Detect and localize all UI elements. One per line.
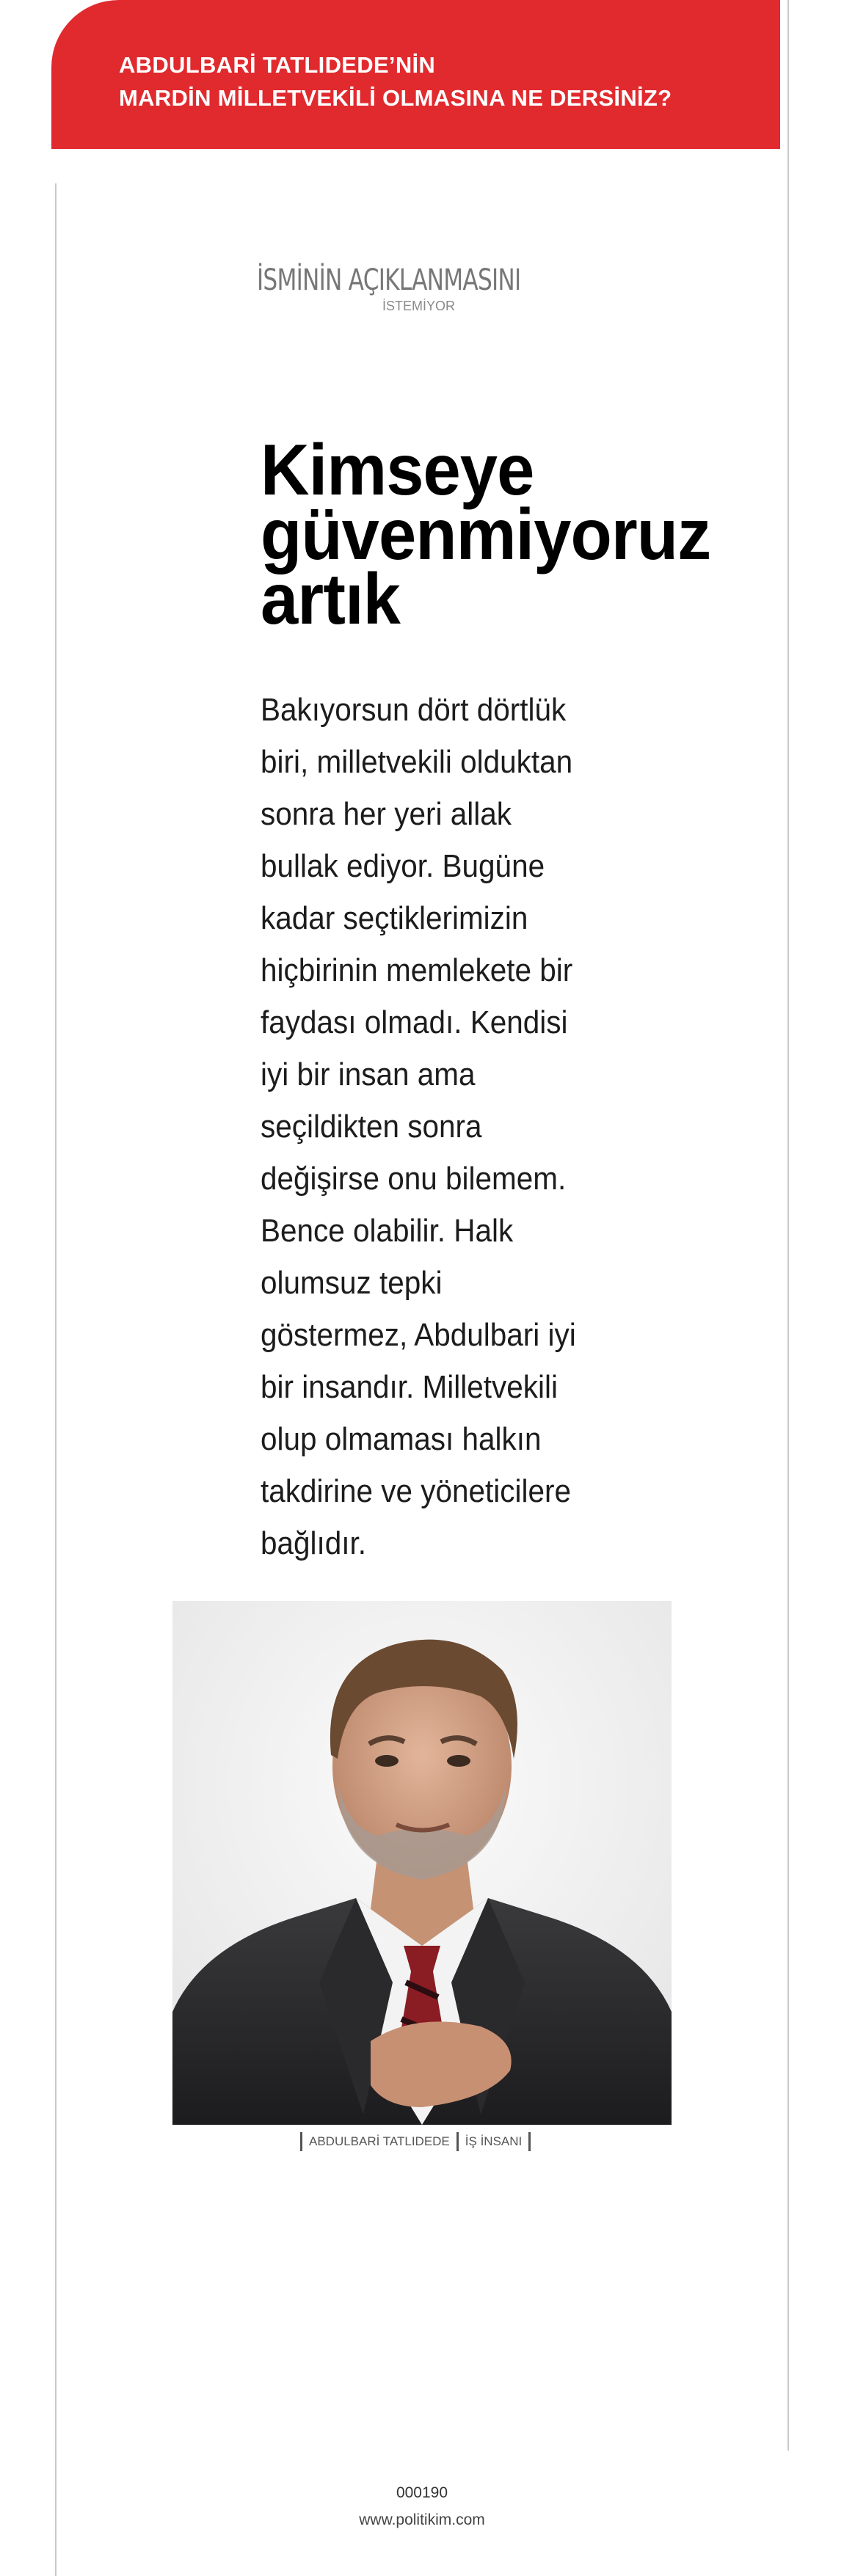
banner-title-line-1: ABDULBARİ TATLIDEDE’NİN xyxy=(119,52,436,78)
headline xyxy=(261,429,774,639)
byline xyxy=(257,263,587,313)
caption-divider xyxy=(300,2132,302,2151)
body-line: bir insandır. Milletvekili xyxy=(261,1369,558,1405)
body-line: sonra her yeri allak xyxy=(261,796,512,832)
body-line: takdirine ve yöneticilere xyxy=(261,1473,572,1509)
right-divider xyxy=(787,0,789,2451)
body-line: olumsuz tepki xyxy=(261,1265,443,1301)
headline-line: güvenmiyoruz xyxy=(261,494,711,574)
body-line: iyi bir insan ama xyxy=(261,1057,476,1092)
body-line: biri, milletvekili olduktan xyxy=(261,744,573,780)
body-line: kadar seçtiklerimizin xyxy=(261,900,528,936)
caption-name: ABDULBARİ TATLIDEDE xyxy=(309,2134,450,2148)
header-banner xyxy=(51,0,780,149)
body-line: hiçbirinin memlekete bir xyxy=(261,952,573,988)
banner-title-line-2: MARDİN MİLLETVEKİLİ OLMASINA NE DERSİNİZ? xyxy=(119,85,672,111)
body-line: bağlıdır. xyxy=(261,1525,367,1561)
headline-line: artık xyxy=(261,558,400,639)
left-divider xyxy=(55,183,57,2576)
body-line: göstermez, Abdulbari iyi xyxy=(261,1317,576,1353)
byline-name: İSMİNİN AÇIKLANMASINI xyxy=(257,263,521,297)
caption-divider xyxy=(456,2132,459,2151)
body-line: bullak ediyor. Bugüne xyxy=(261,848,545,884)
site-url: www.politikim.com xyxy=(359,2511,485,2528)
body-line: olup olmaması halkın xyxy=(261,1421,542,1457)
caption-title: İŞ İNSANI xyxy=(465,2134,523,2148)
article-body xyxy=(261,684,642,1569)
body-line: faydası olmadı. Kendisi xyxy=(261,1004,568,1040)
portrait-photo xyxy=(172,1601,672,2125)
caption-divider xyxy=(528,2132,531,2151)
body-line: değişirse onu bilemem. xyxy=(261,1161,567,1197)
body-line: seçildikten sonra xyxy=(261,1109,482,1145)
byline-role: İSTEMİYOR xyxy=(382,299,456,313)
photo-caption xyxy=(294,2132,537,2151)
body-line: Bakıyorsun dört dörtlük xyxy=(261,692,567,728)
body-line: Bence olabilir. Halk xyxy=(261,1213,514,1249)
headline-line: Kimseye xyxy=(261,429,534,510)
page-code: 000190 xyxy=(396,2484,448,2501)
portrait-illustration xyxy=(172,1601,672,2125)
